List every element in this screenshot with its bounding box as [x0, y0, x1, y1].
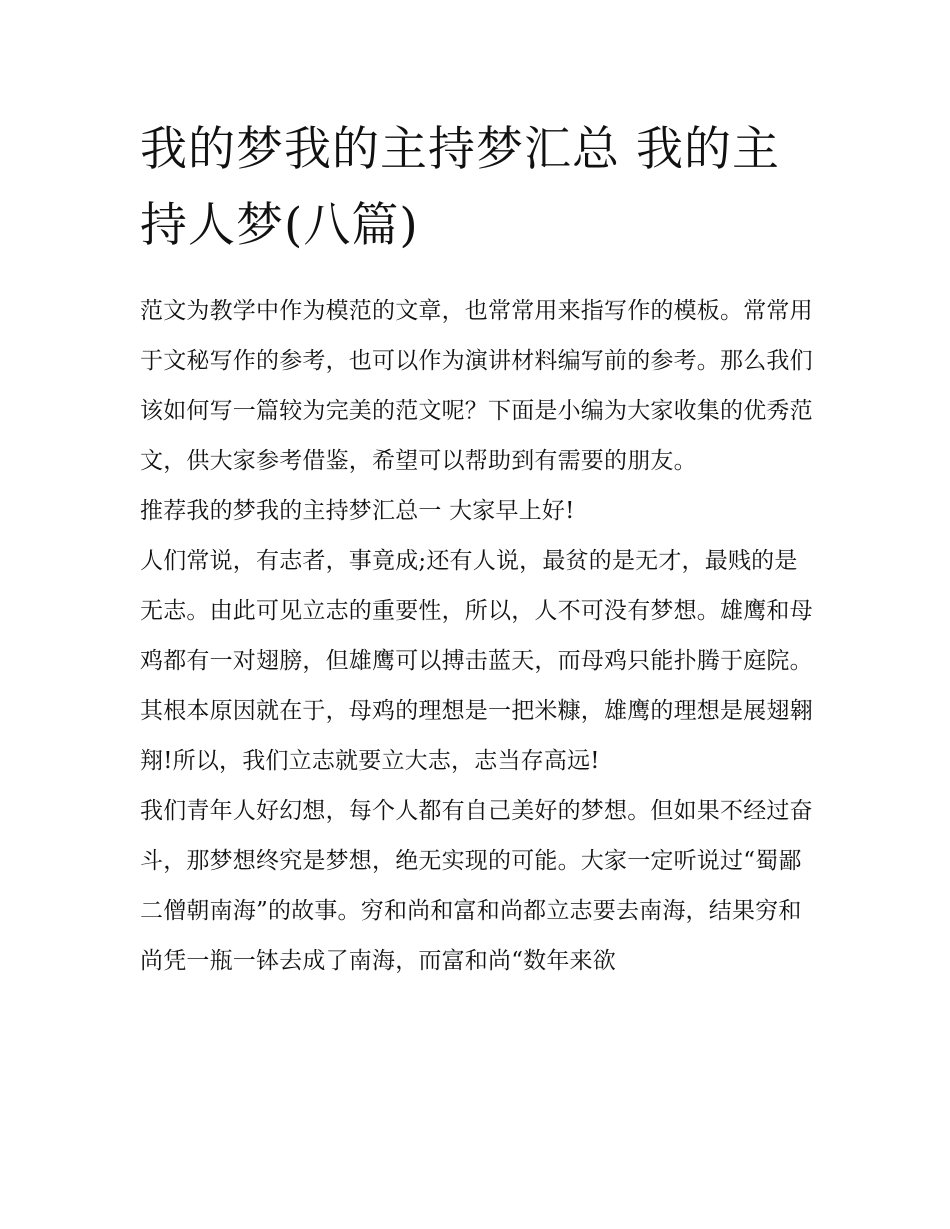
- document-body: [140, 286, 815, 986]
- document-title: 我的梦我的主持梦汇总 我的主持人梦(八篇): [140, 122, 780, 253]
- body-paragraph: 人们常说，有志者，事竟成;还有人说，最贫的是无才，最贱的是无志。由此可见立志的重要性，所以，人不可没有梦想。雄鹰和母鸡都有一对翅膀，但雄鹰可以搏击蓝天，而母鸡只能扑腾于庭院。其根本原因就在于，母鸡的理想是一把米糠，雄鹰的理想是展翅翱翔!所以，我们立志就要立大志，志当存高远!: [140, 548, 813, 774]
- intro-paragraph: 范文为教学中作为模范的文章，也常常用来指写作的模板。常常用于文秘写作的参考，也可以作为演讲材料编写前的参考。那么我们该如何写一篇较为完美的范文呢？下面是小编为大家收集的优秀范文，供大家参考借鉴，希望可以帮助到有需要的朋友。: [140, 298, 813, 474]
- document-page: [140, 112, 815, 986]
- section-heading-paragraph: 推荐我的梦我的主持梦汇总一 大家早上好!: [140, 498, 575, 524]
- body-paragraph: 我们青年人好幻想，每个人都有自己美好的梦想。但如果不经过奋斗，那梦想终究是梦想，绝无实现的可能。大家一定听说过“蜀鄙二僧朝南海”的故事。穷和尚和富和尚都立志要去南海，结果穷和尚凭一瓶一钵去成了南海，而富和尚“数年来欲: [140, 798, 813, 974]
